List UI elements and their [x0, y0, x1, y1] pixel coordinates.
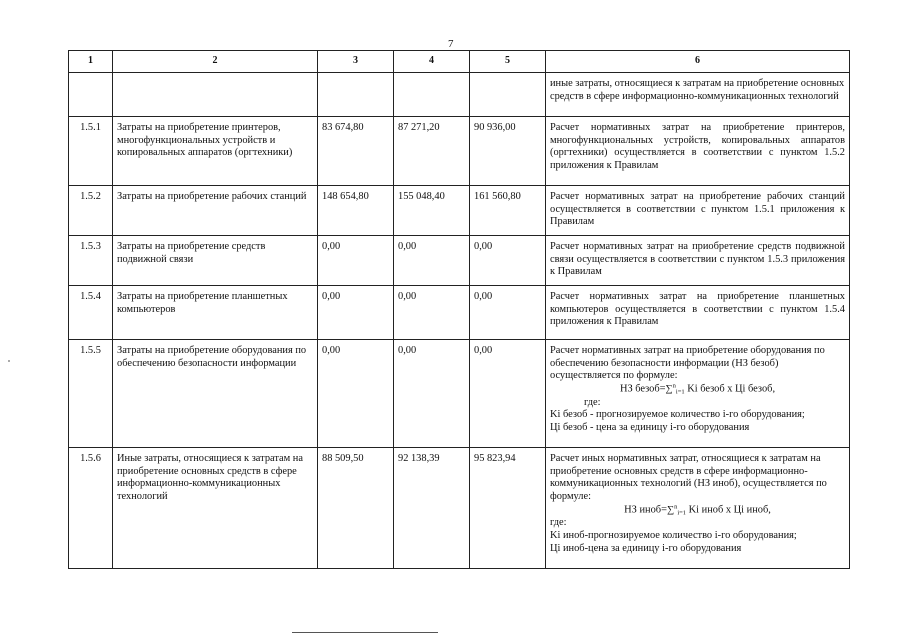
formula: НЗ безоб=∑$^n_{i=1}$ Ki безоб x Цi безоб,: [619, 383, 776, 396]
header-row: [69, 51, 850, 73]
row-description: Расчет нормативных затрат на приобретение средств подвижной связи осуществляется в соответствии с пунктом 1.5.3 приложения к Правилам: [546, 236, 850, 286]
row-code: 1.5.2: [69, 186, 113, 236]
header-col-5: 5: [470, 51, 546, 73]
row-description: Расчет иных нормативных затрат, относящиеся к затратам на приобретение основных средств в сфере информационно-коммуникационных технологий (НЗ иноб), осуществляется по формуле:: [550, 453, 827, 503]
continuation-text: иные затраты, относящиеся к затратам на приобретение основных средств в сфере информационно-коммуникационных технологий: [546, 73, 850, 117]
value-col4: 0,00: [394, 236, 470, 286]
definition-2: Цi безоб - цена за единицу i-го оборудования: [550, 422, 750, 434]
table-row: [69, 186, 850, 236]
page-number: 7: [448, 38, 454, 50]
row-name: Затраты на приобретение средств подвижной связи: [113, 236, 318, 286]
row-code: 1.5.6: [69, 448, 113, 569]
definition-1: Ki безоб - прогнозируемое количество i-го оборудования;: [550, 409, 805, 421]
value-col3: 0,00: [318, 340, 394, 448]
value-col4: 155 048,40: [394, 186, 470, 236]
row-name: Затраты на приобретение рабочих станций: [113, 186, 318, 236]
continuation-row: [69, 73, 850, 117]
scan-artifact-dot: [8, 360, 10, 362]
table-row: [69, 236, 850, 286]
table-row: [69, 448, 850, 569]
row-name: Иные затраты, относящиеся к затратам на приобретение основных средств в сфере информационно-коммуникационных технологий: [113, 448, 318, 569]
table-row: [69, 340, 850, 448]
row-description-cell: [546, 448, 850, 569]
header-col-4: 4: [394, 51, 470, 73]
header-col-1: 1: [69, 51, 113, 73]
scan-artifact-line: [292, 632, 438, 633]
row-code: 1.5.3: [69, 236, 113, 286]
value-col5: 161 560,80: [470, 186, 546, 236]
value-col4: 87 271,20: [394, 117, 470, 186]
value-col4: 0,00: [394, 340, 470, 448]
sum-symbol: ∑: [666, 504, 675, 516]
sum-symbol: ∑: [665, 383, 673, 395]
value-col3: 88 509,50: [318, 448, 394, 569]
value-col3: 83 674,80: [318, 117, 394, 186]
row-code: 1.5.5: [69, 340, 113, 448]
value-col4: 92 138,39: [394, 448, 470, 569]
header-col-6: 6: [546, 51, 850, 73]
where-label: где:: [584, 396, 601, 408]
value-col5: 95 823,94: [470, 448, 546, 569]
row-description: Расчет нормативных затрат на приобретение принтеров, многофункциональных устройств, копировальных аппаратов (оргтехники) осуществляется в соответствии с пунктом 1.5.2 приложения к Правилам: [546, 117, 850, 186]
row-description: Расчет нормативных затрат на приобретение рабочих станций осуществляется в соответствии с пунктом 1.5.1 приложения к Правилам: [546, 186, 850, 236]
value-col5: 90 936,00: [470, 117, 546, 186]
row-code: 1.5.1: [69, 117, 113, 186]
value-col4: 0,00: [394, 286, 470, 340]
value-col3: 148 654,80: [318, 186, 394, 236]
row-name: Затраты на приобретение планшетных компьютеров: [113, 286, 318, 340]
definition-1: Ki иноб-прогнозируемое количество i-го оборудования;: [550, 530, 797, 542]
where-label: где:: [550, 517, 567, 529]
table-row: [69, 117, 850, 186]
row-description: Расчет нормативных затрат на приобретение планшетных компьютеров осуществляется в соответствии с пунктом 1.5.4 приложения к Правилам: [546, 286, 850, 340]
value-col5: 0,00: [470, 286, 546, 340]
row-description: Расчет нормативных затрат на приобретение оборудования по обеспечению безопасности информации (НЗ безоб) осуществляется по формуле:: [550, 345, 825, 382]
row-description-cell: [546, 340, 850, 448]
definition-2: Цi иноб-цена за единицу i-го оборудования: [550, 542, 742, 554]
value-col5: 0,00: [470, 340, 546, 448]
row-code: 1.5.4: [69, 286, 113, 340]
value-col3: 0,00: [318, 286, 394, 340]
value-col5: 0,00: [470, 236, 546, 286]
formula: НЗ иноб=∑$^n_{i=1}$ Ki иноб x Цi иноб,: [624, 503, 771, 517]
value-col3: 0,00: [318, 236, 394, 286]
row-name: Затраты на приобретение принтеров, многофункциональных устройств и копировальных аппаратов (оргтехники): [113, 117, 318, 186]
header-col-3: 3: [318, 51, 394, 73]
header-col-2: 2: [113, 51, 318, 73]
table-row: [69, 286, 850, 340]
cost-table: [68, 50, 850, 569]
row-name: Затраты на приобретение оборудования по обеспечению безопасности информации: [113, 340, 318, 448]
